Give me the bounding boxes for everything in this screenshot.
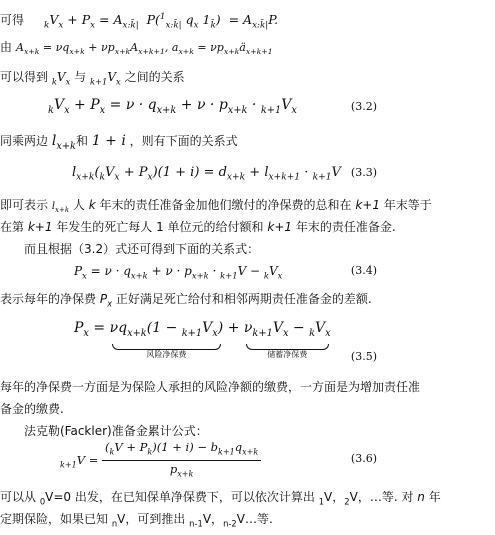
equation-number-3-2: (3.2) xyxy=(350,100,377,113)
paragraph-1-line-2: 在第 k+1 年发生的死亡每人 1 单位元的给付额和 k+1 年末的责任准备金. xyxy=(0,220,396,234)
risk-premium-label: 风险净保费 xyxy=(146,349,187,359)
text-prefix: 由 xyxy=(0,40,13,54)
paragraph-6-line-2: 定期保险，如果已知 $_n$V，可到推出 $_{n-1}$V，$_{n-2}$V…等. xyxy=(0,512,273,529)
text-line-3: 可以得到 $_kV_x$ 与 $_{k+1}V_x$ 之间的关系 xyxy=(0,70,185,87)
equation-3-2: $_kV_x + P_x = \nu \cdot q_{x+k} + \nu \cdot p_{x+k} \cdot _{k+1}V_x$ xyxy=(48,97,297,116)
equation-line-2 xyxy=(0,38,273,61)
risk-premium-brace: $\nu q_{x+k}(1 - _{k+1}V_x)$ 风险净保费 xyxy=(109,320,224,359)
paragraph-1-line-1: 即可表示 $l_{x+k}$ 人 k 年末的责任准备金加他们缴付的净保费的总和在 k+1 年末等于 xyxy=(0,198,432,214)
paragraph-5: 法克勒(Fackler)准备金累计公式： xyxy=(24,424,208,438)
text-prefix: 可得 xyxy=(0,13,25,28)
paragraph-4-line-2: 备金的缴费. xyxy=(0,402,64,416)
equation-3-3: $l_{x+k}(_kV_x + P_x)(1 + i) = d_{x+k} + l_{x+k+1} \cdot _{k+1}V$ xyxy=(72,165,341,183)
equation-1: $_kV_x + P_x = A_{x:k̄|}$ P($^1_{x:k̄|}$ $q_x$ $1_{k̄}) = A_{x:k̄|}P$. xyxy=(44,12,279,31)
paragraph-6-line-1: 可以从 $_0$V=0 出发，在已知保单净保费下，可以依次计算出 $_1$V，$_2$V，…等. 对 n 年 xyxy=(0,490,441,507)
paragraph-2: 而且根据（3.2）式还可得到下面的关系式： xyxy=(24,242,260,256)
savings-premium-label: 储蓄净保费 xyxy=(267,349,308,359)
paragraph-3: 表示每年的净保费 $P_x$ 正好满足死亡给付和相邻两期责任准备金的差额. xyxy=(0,292,372,309)
equation-3-6: $_{k+1}$V = $\frac{(_kV + P_k)(1 + i) - b_{k+1}q_{x+k}}{p_{x+k}}$ xyxy=(60,440,261,482)
equation-line-1 xyxy=(0,8,278,35)
text-line-5: 同乘两边 $l_{x+k}$和 1 + i ，则有下面的关系式 xyxy=(0,133,238,152)
equation-number-3-6: (3.6) xyxy=(350,452,377,465)
paragraph-4-line-1: 每年的净保费一方面是为保险人承担的风险净额的缴费，一方面是为增加责任准 xyxy=(0,380,421,394)
equation-number-3-3: (3.3) xyxy=(350,166,377,179)
equation-number-3-4: (3.4) xyxy=(350,264,377,277)
savings-premium-brace: $\nu_{k+1}V_x - _kV_x$ 储蓄净保费 xyxy=(243,320,331,359)
equation-number-3-5: (3.5) xyxy=(350,350,377,363)
equation-3-5: $P_x = \nu q_{x+k}(1 - _{k+1}V_x)$ 风险净保费 + $\nu_{k+1}V_x - _kV_x$ 储蓄净保费 xyxy=(74,320,331,359)
equation-3-4: $P_x = \nu \cdot q_{x+k} + \nu \cdot p_{x+k} \cdot _{k+1}V - _kV_x$ xyxy=(74,264,283,281)
fraction: $\frac{(_kV + P_k)(1 + i) - b_{k+1}q_{x+k}}{p_{x+k}}$ xyxy=(102,440,261,482)
equation-2: $A_{x+k} = \nu q_{x+k} + \nu p_{x+k}A_{x+k+1}$, $a_{x+k}$ = $\nu p_{x+k}ä_{x+k+1}$ xyxy=(16,41,273,57)
